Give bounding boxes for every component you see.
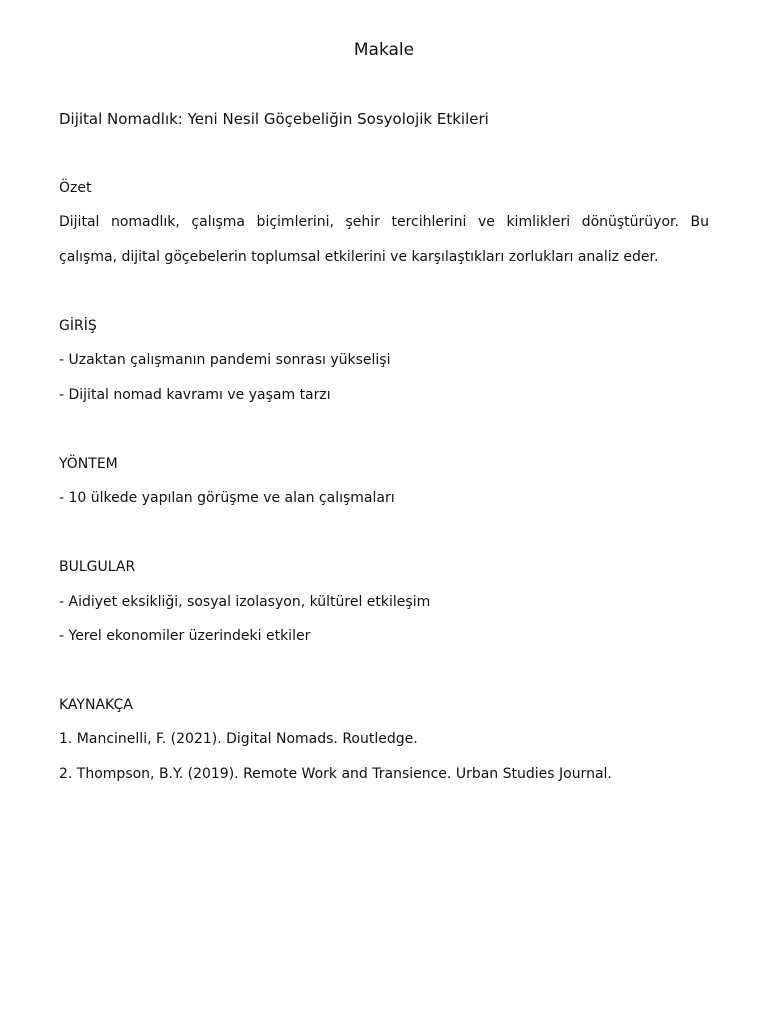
reference-item: 2. Thompson, B.Y. (2019). Remote Work and Transience. Urban Studies Journal.: [59, 766, 612, 782]
findings-item: - Yerel ekonomiler üzerindeki etkiler: [59, 628, 311, 644]
introduction-heading: GİRİŞ: [59, 318, 97, 334]
method-item: - 10 ülkede yapılan görüşme ve alan çalışmaları: [59, 490, 395, 506]
article-title: Dijital Nomadlık: Yeni Nesil Göçebeliğin Sosyolojik Etkileri: [59, 110, 489, 128]
reference-item: 1. Mancinelli, F. (2021). Digital Nomads. Routledge.: [59, 731, 418, 747]
abstract-text-line-2: çalışma, dijital göçebelerin toplumsal etkilerini ve karşılaştıkları zorlukları analiz eder.: [59, 249, 659, 265]
introduction-item: - Dijital nomad kavramı ve yaşam tarzı: [59, 387, 331, 403]
abstract-heading: Özet: [59, 180, 92, 196]
references-heading: KAYNAKÇA: [59, 697, 133, 713]
introduction-item: - Uzaktan çalışmanın pandemi sonrası yükselişi: [59, 352, 391, 368]
method-heading: YÖNTEM: [59, 456, 118, 472]
document-heading: Makale: [353, 40, 415, 60]
abstract-text-line-1: Dijital nomadlık, çalışma biçimlerini, şehir tercihlerini ve kimlikleri dönüştürüyor. Bu: [59, 214, 709, 230]
findings-item: - Aidiyet eksikliği, sosyal izolasyon, kültürel etkileşim: [59, 594, 431, 610]
findings-heading: BULGULAR: [59, 559, 136, 575]
